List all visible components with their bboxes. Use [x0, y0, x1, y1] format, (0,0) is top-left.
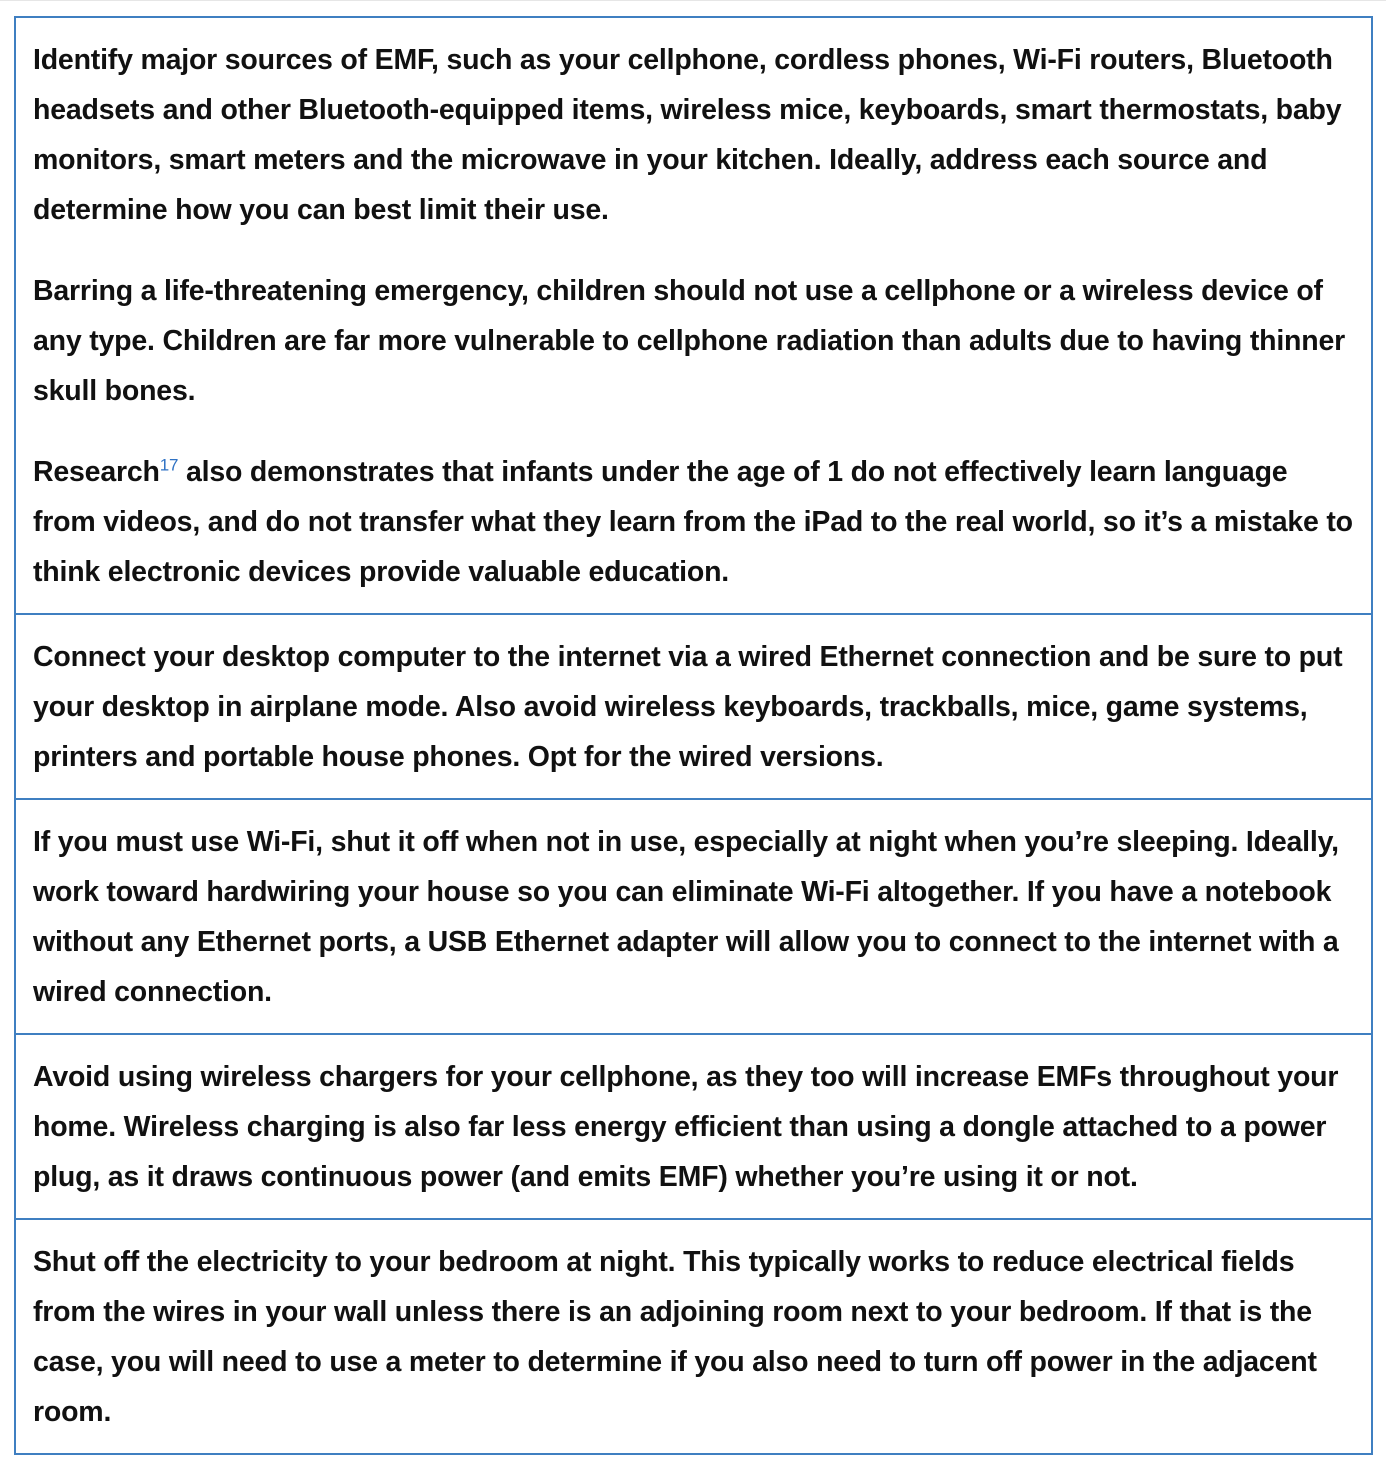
- tip-paragraph: Barring a life-threatening emergency, children should not use a cellphone or a wireless device of any type. Children are far more vulnerable to cellphone radiation than adults due to having thinner skull bones.: [33, 275, 1346, 407]
- tip-cell-bedroom-electricity: [16, 1220, 1371, 1455]
- research-body-text: also demonstrates that infants under the age of 1 do not effectively learn language from videos, and do not transfer what they learn from the iPad to the real world, so it’s a mistake to think electronic devices provide valuable education.: [33, 456, 1353, 588]
- tip-paragraph: Connect your desktop computer to the internet via a wired Ethernet connection and be sure to put your desktop in airplane mode. Also avoid wireless keyboards, trackballs, mice, game systems, printers and portable house phones. Opt for the wired versions.: [33, 641, 1343, 773]
- footnote-17-link[interactable]: 17: [159, 455, 179, 475]
- tip-cell-wired-ethernet: [16, 615, 1371, 800]
- tip-paragraph: Avoid using wireless chargers for your cellphone, as they too will increase EMFs throughout your home. Wireless charging is also far less energy efficient than using a dongle attached to a power plug, as it draws continuous power (and emits EMF) whether you’re using it or not.: [33, 1061, 1339, 1193]
- tip-cell-emf-sources: [16, 18, 1371, 615]
- top-divider: [0, 0, 1386, 1]
- tip-cell-wireless-chargers: [16, 1035, 1371, 1220]
- tip-cell-wifi-off: [16, 800, 1371, 1035]
- tip-paragraph: [33, 447, 1355, 597]
- research-lead-text: Research: [33, 456, 160, 488]
- tip-paragraph: Identify major sources of EMF, such as your cellphone, cordless phones, Wi-Fi routers, Bluetooth headsets and other Bluetooth-equipped items, wireless mice, keyboards, smart thermostats, baby monitors, smart meters and the microwave in your kitchen. Ideally, address each source and determine how you can best limit their use.: [33, 44, 1342, 226]
- emf-tips-table: [14, 16, 1373, 1455]
- tip-paragraph: If you must use Wi-Fi, shut it off when not in use, especially at night when you’re sleeping. Ideally, work toward hardwiring your house so you can eliminate Wi-Fi altogether. If you have a notebook without any Ethernet ports, a USB Ethernet adapter will allow you to connect to the internet with a wired connection.: [33, 826, 1339, 1008]
- tip-paragraph: Shut off the electricity to your bedroom at night. This typically works to reduce electrical fields from the wires in your wall unless there is an adjoining room next to your bedroom. If that is the case, you will need to use a meter to determine if you also need to turn off power in the adjacent room.: [33, 1246, 1317, 1428]
